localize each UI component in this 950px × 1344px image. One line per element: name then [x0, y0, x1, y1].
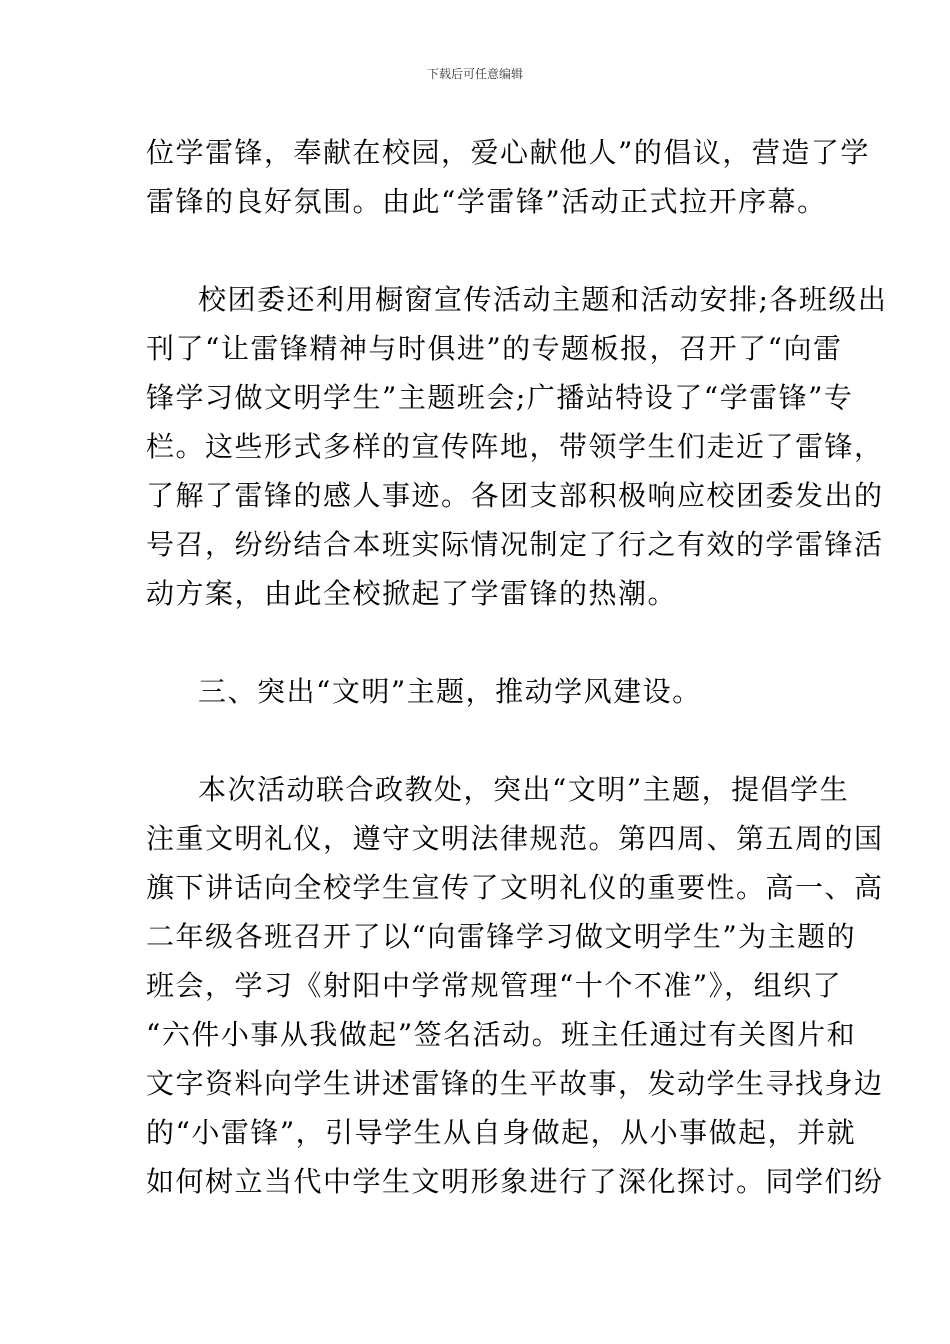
text-line: 的“小雷锋”，引导学生从自身做起，从小事做起，并就 [146, 1116, 857, 1149]
text-line: 如何树立当代中学生文明形象进行了深化探讨。同学们纷 [146, 1165, 884, 1198]
section-heading [146, 667, 808, 716]
paragraph-gap [146, 618, 808, 667]
text-line: 号召，纷纷结合本班实际情况制定了行之有效的学雷锋活 [146, 528, 884, 561]
text-line: 班会，学习《射阳中学常规管理“十个不准”》，组织了 [146, 969, 843, 1002]
text-line: 雷锋的良好氛围。由此“学雷锋”活动正式拉开序幕。 [146, 185, 827, 218]
text-line: 动方案，由此全校掀起了学雷锋的热潮。 [146, 577, 678, 610]
text-line: 本次活动联合政教处，突出“文明”主题，提倡学生 [198, 773, 850, 806]
header-note: 下载后可任意编辑 [426, 67, 523, 81]
text-line: “六件小事从我做起”签名活动。班主任通过有关图片和 [146, 1018, 857, 1051]
text-line: 位学雷锋，奉献在校园，爱心献他人”的倡议，营造了学 [146, 136, 870, 169]
paragraph-gap [146, 716, 808, 765]
text-line: 校团委还利用橱窗宣传活动主题和活动安排;各班级出 [198, 283, 888, 316]
text-line: 了解了雷锋的感人事迹。各团支部积极响应校团委发出的 [146, 479, 884, 512]
text-line: 刊了“让雷锋精神与时俱进”的专题板报，召开了“向雷 [146, 332, 843, 365]
text-line: 栏。这些形式多样的宣传阵地，带领学生们走近了雷锋， [146, 430, 884, 463]
paragraph-3 [146, 765, 884, 1206]
paragraph-1 [146, 128, 870, 226]
text-line: 锋学习做文明学生”主题班会;广播站特设了“学雷锋”专 [146, 381, 854, 414]
document-body [146, 128, 888, 1206]
text-line: 注重文明礼仪，遵守文明法律规范。第四周、第五周的国 [146, 822, 884, 855]
text-line: 二年级各班召开了以“向雷锋学习做文明学生”为主题的 [146, 920, 857, 953]
text-line: 文字资料向学生讲述雷锋的生平故事，发动学生寻找身边 [146, 1067, 884, 1100]
paragraph-gap [146, 226, 808, 275]
text-line: 旗下讲话向全校学生宣传了文明礼仪的重要性。高一、高 [146, 871, 884, 904]
paragraph-2 [146, 275, 888, 618]
heading-line: 三、突出“文明”主题，推动学风建设。 [198, 675, 702, 708]
